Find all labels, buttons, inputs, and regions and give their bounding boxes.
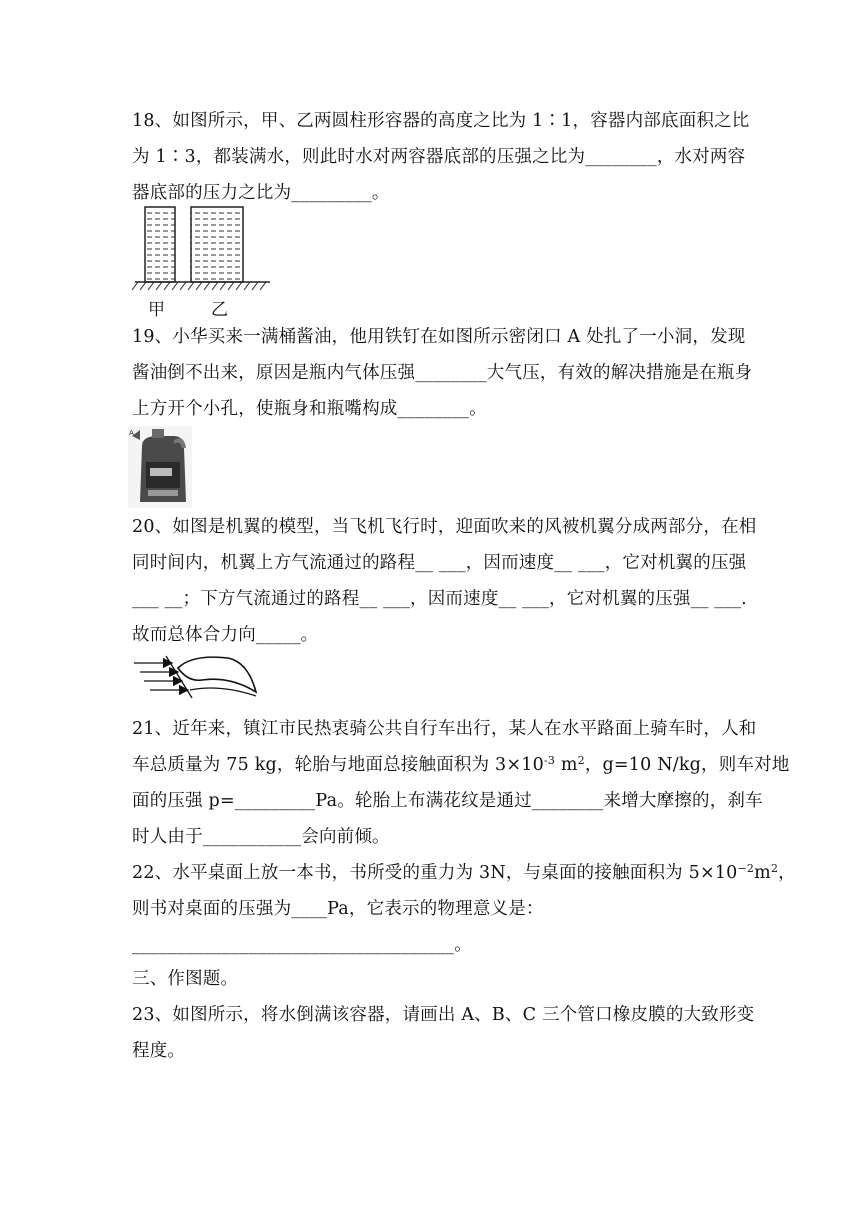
q19-line-2: 酱油倒不出来，原因是瓶内气体压强________大气压，有效的解决措施是在瓶身	[132, 363, 753, 383]
q20-line-1: 20、如图是机翼的模型，当飞机飞行时，迎面吹来的风被机翼分成两部分，在相	[132, 517, 757, 537]
q18-line-3: 器底部的压力之比为_________。	[132, 183, 390, 203]
q18-line-1: 18、如图所示，甲、乙两圆柱形容器的高度之比为 1∶1，容器内部底面积之比	[132, 111, 750, 131]
q21-line-2c: ，g=10 N/kg，则车对地	[584, 755, 790, 775]
soy-sauce-bottle-photo	[128, 426, 192, 508]
q18-line-2: 为 1∶3，都装满水，则此时水对两容器底部的压强之比为________，水对两容	[132, 147, 746, 167]
q22-line-2: 则书对桌面的压强为____Pa，它表示的物理意义是：	[132, 899, 544, 919]
label-yi: 乙	[211, 300, 228, 320]
container-a-shape	[145, 207, 175, 282]
q22-unit: m	[754, 863, 771, 883]
q21-line-4: 时人由于___________会向前倾。	[132, 827, 390, 847]
q22-line-1	[132, 862, 796, 884]
label-jia: 甲	[148, 300, 165, 320]
container-b-shape	[191, 207, 243, 282]
q22-exponent-2: 2	[770, 862, 779, 875]
q22-line-1a: 22、水平桌面上放一本书，书所受的重力为 3N，与桌面的接触面积为 5×10	[132, 863, 738, 883]
q22-line-1c: ，	[778, 863, 796, 883]
section-3-heading: 三、作图题。	[132, 969, 239, 989]
q21-line-1: 21、近年来，镇江市民热衷骑公共自行车出行，某人在水平路面上骑车时，人和	[132, 719, 757, 739]
q21-unit: m	[555, 755, 578, 775]
q22-exponent: −2	[737, 862, 755, 875]
q20-line-4: 故而总体合力向_____。	[132, 625, 319, 645]
q21-line-2a: 车总质量为 75 kg，轮胎与地面总接触面积为 3×10	[132, 755, 544, 775]
q21-exponent: -3	[543, 754, 556, 767]
q20-line-2: 同时间内，机翼上方气流通过的路程__ ___，因而速度__ ___，它对机翼的压强	[132, 553, 747, 573]
q19-line-3: 上方开个小孔，使瓶身和瓶嘴构成________。	[132, 399, 487, 419]
q19-line-1: 19、小华买来一满桶酱油，他用铁钉在如图所示密闭口 A 处扎了一小洞，发现	[132, 327, 746, 347]
q23-line-2: 程度。	[132, 1041, 186, 1061]
ground-hatching	[132, 282, 266, 290]
q21-exponent-2: 2	[577, 754, 585, 767]
q23-line-1: 23、如图所示，将水倒满该容器，请画出 A、B、C 三个管口橡皮膜的大致形变	[132, 1005, 755, 1025]
wing-model-figure	[130, 652, 260, 700]
q20-line-3: ___ __；下方气流通过的路程__ ___，因而速度__ ___，它对机翼的压强__ ___.	[132, 589, 747, 609]
q21-line-2	[132, 754, 790, 776]
q21-line-3: 面的压强 p=_________Pa。轮胎上布满花纹是通过________来增大摩擦的，刹车	[132, 791, 763, 811]
q22-line-3: ____________________________________。	[132, 935, 472, 955]
bottle-label-a: A	[129, 429, 134, 437]
